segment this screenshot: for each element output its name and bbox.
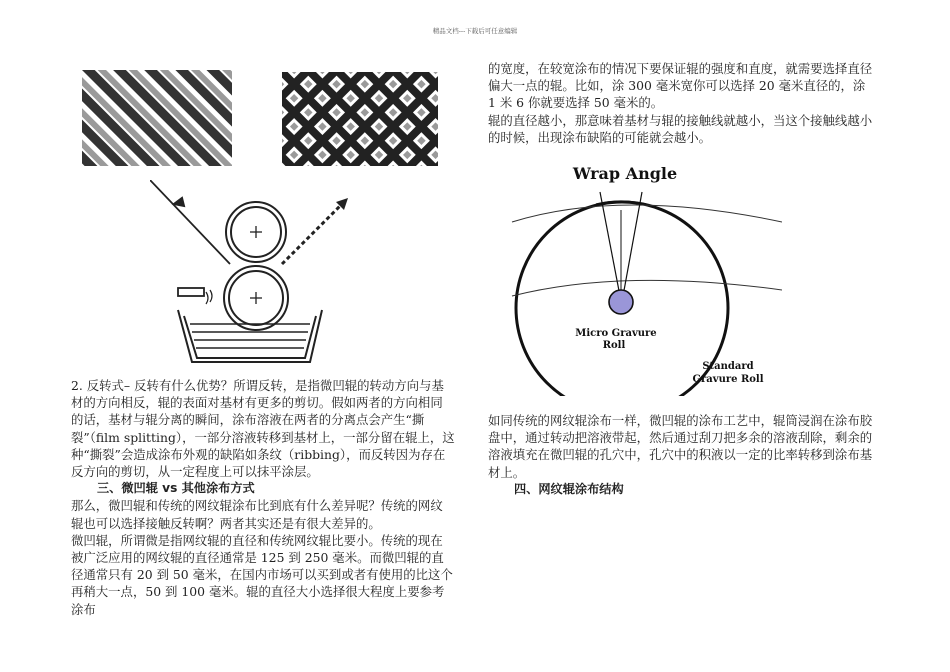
reverse-coating-diagram <box>150 180 350 370</box>
diameter-paragraph: 微凹辊，所谓微是指网纹辊的直径和传统网纹辊比要小。传统的现在被广泛应用的网纹辊的直径通常是 125 到 250 毫米。而微凹辊的直径通常只有 20 到 50 毫米，在国内市场可以买到或者有使用的比这个再稍大一点，50 到 100 毫米。辊的直径大小选择很大程度上要参考涂布 <box>71 532 453 617</box>
standard-gravure-label-2: Gravure Roll <box>692 374 764 385</box>
width-paragraph: 的宽度，在较宽涂布的情况下要保证辊的强度和直度，就需要选择直径偏大一点的辊。比如，涂 300 毫米宽你可以选择 20 毫米直径的，涂 1 米 6 你就要选择 50 毫米的。 <box>488 61 873 111</box>
reverse-paragraph: 2. 反转式– 反转有什么优势？所谓反转，是指微凹辊的转动方向与基材的方向相反，辊的表面对基材有更多的剪切。假如两者的方向相同的话，基材与辊分离的瞬间，涂布溶液在两者的分离点会产生“撕裂”（film splitting），一部分溶液转移到基材上，一部分留在辊上，这种“撕裂”会造成涂布外观的缺陷如条纹（ribbing），而反转因为存在反方向的剪切，从一定程度上可以抹平涂层。 <box>71 378 455 480</box>
diamond-cell-pattern <box>282 72 438 166</box>
wrap-angle-title: Wrap Angle <box>572 164 678 183</box>
section-heading-3: 三、微凹辊 vs 其他涂布方式 <box>97 481 255 496</box>
right-text-bottom <box>488 412 878 498</box>
section-heading-4: 四、网纹辊涂布结构 <box>514 481 624 496</box>
process-paragraph: 如同传统的网纹辊涂布一样，微凹辊的涂布工艺中，辊筒浸润在涂布胶盘中，通过转动把溶液带起，然后通过刮刀把多余的溶液刮除，剩余的溶液填充在微凹辊的孔穴中，孔穴中的积液以一定的比率转移到涂布基材上。 <box>488 413 873 480</box>
micro-gravure-label-1: Micro Gravure <box>575 328 657 339</box>
page-header: 精品文档---下载后可任意编辑 <box>432 27 518 35</box>
left-text-column <box>71 377 455 618</box>
wrap-angle-figure <box>492 148 782 396</box>
standard-gravure-label-1: Standard <box>702 361 754 372</box>
right-text-top <box>488 60 876 146</box>
compare-paragraph: 那么，微凹辊和传统的网纹辊涂布比到底有什么差异呢？传统的网纹辊也可以选择接触反转啊？两者其实还是有很大差异的。 <box>71 498 443 531</box>
gravure-pattern-illustrations <box>82 70 442 170</box>
micro-gravure-label-2: Roll <box>602 340 626 351</box>
contact-paragraph: 辊的直径越小，那意味着基材与辊的接触线就越小，当这个接触线越小的时候，出现涂布缺陷的可能就会越小。 <box>488 112 873 145</box>
diagonal-cell-pattern <box>82 70 232 166</box>
